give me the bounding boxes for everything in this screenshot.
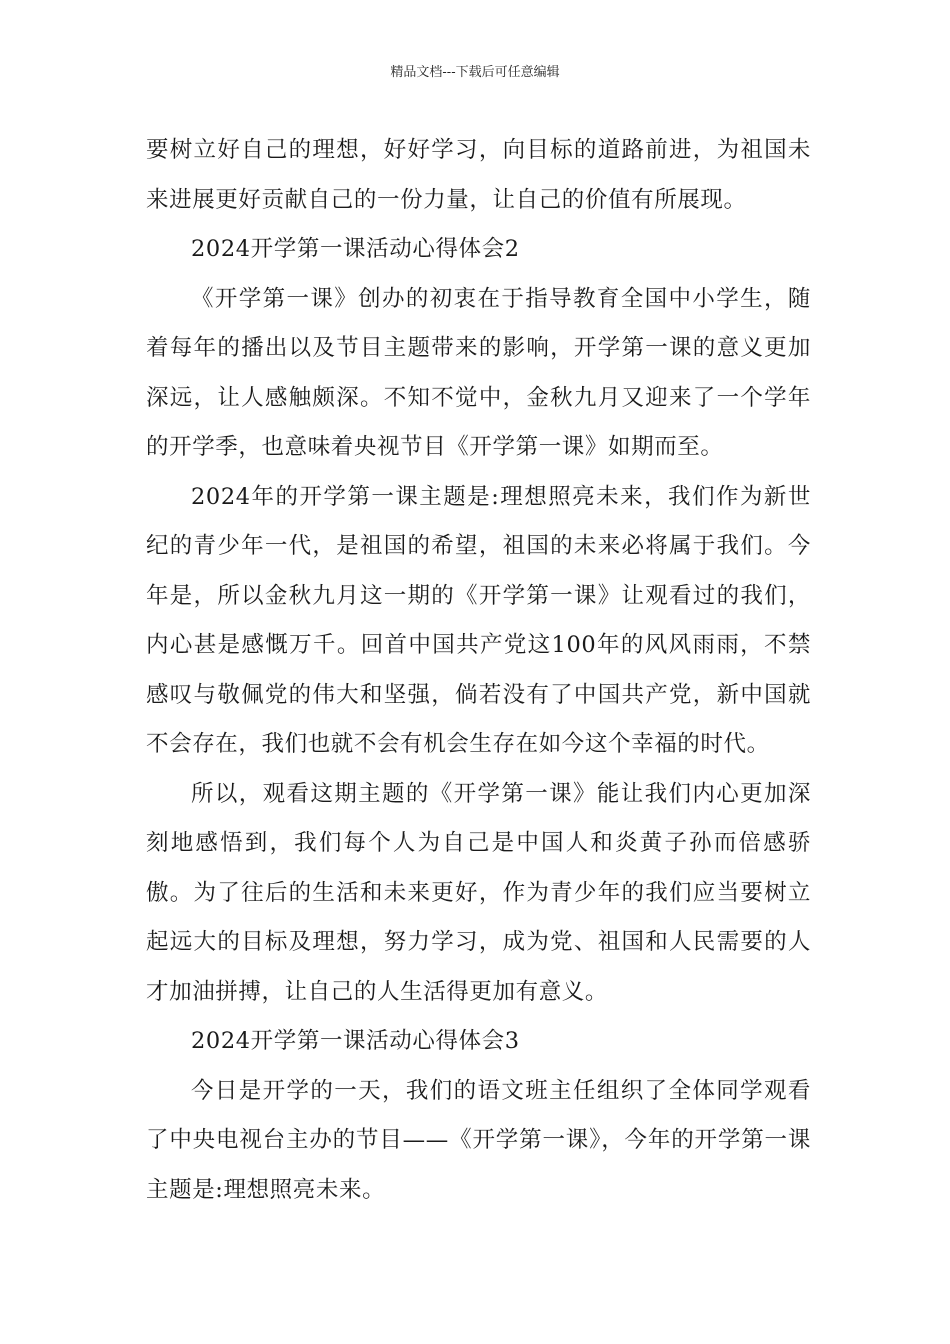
section-heading: 2024开学第一课活动心得体会3 — [191, 1028, 520, 1054]
section-heading: 2024开学第一课活动心得体会2 — [191, 236, 520, 262]
page-header: 精品文档---下载后可任意编辑 — [390, 65, 560, 80]
document-body — [146, 126, 811, 1215]
paragraph: 所以，观看这期主题的《开学第一课》能让我们内心更加深刻地感悟到，我们每个人为自己是中国人和炎黄子孙而倍感骄傲。为了往后的生活和未来更好，作为青少年的我们应当要树立起远大的目标及理想，努力学习，成为党、祖国和人民需要的人才加油拼搏，让自己的人生活得更加有意义。 — [146, 780, 811, 1005]
paragraph: 2024年的开学第一课主题是:理想照亮未来，我们作为新世纪的青少年一代，是祖国的希望，祖国的未来必将属于我们。今年是，所以金秋九月这一期的《开学第一课》让观看过的我们，内心甚是感慨万千。回首中国共产党这100年的风风雨雨，不禁感叹与敬佩党的伟大和坚强，倘若没有了中国共产党，新中国就不会存在，我们也就不会有机会生存在如今这个幸福的时代。 — [146, 483, 811, 757]
paragraph: 要树立好自己的理想，好好学习，向目标的道路前进，为祖国未来进展更好贡献自己的一份力量，让自己的价值有所展现。 — [146, 137, 811, 213]
paragraph: 今日是开学的一天，我们的语文班主任组织了全体同学观看了中央电视台主办的节目——《开学第一课》，今年的开学第一课主题是:理想照亮未来。 — [146, 1077, 811, 1203]
paragraph: 《开学第一课》创办的初衷在于指导教育全国中小学生，随着每年的播出以及节目主题带来的影响，开学第一课的意义更加深远，让人感触颇深。不知不觉中，金秋九月又迎来了一个学年的开学季，也意味着央视节目《开学第一课》如期而至。 — [146, 285, 811, 460]
